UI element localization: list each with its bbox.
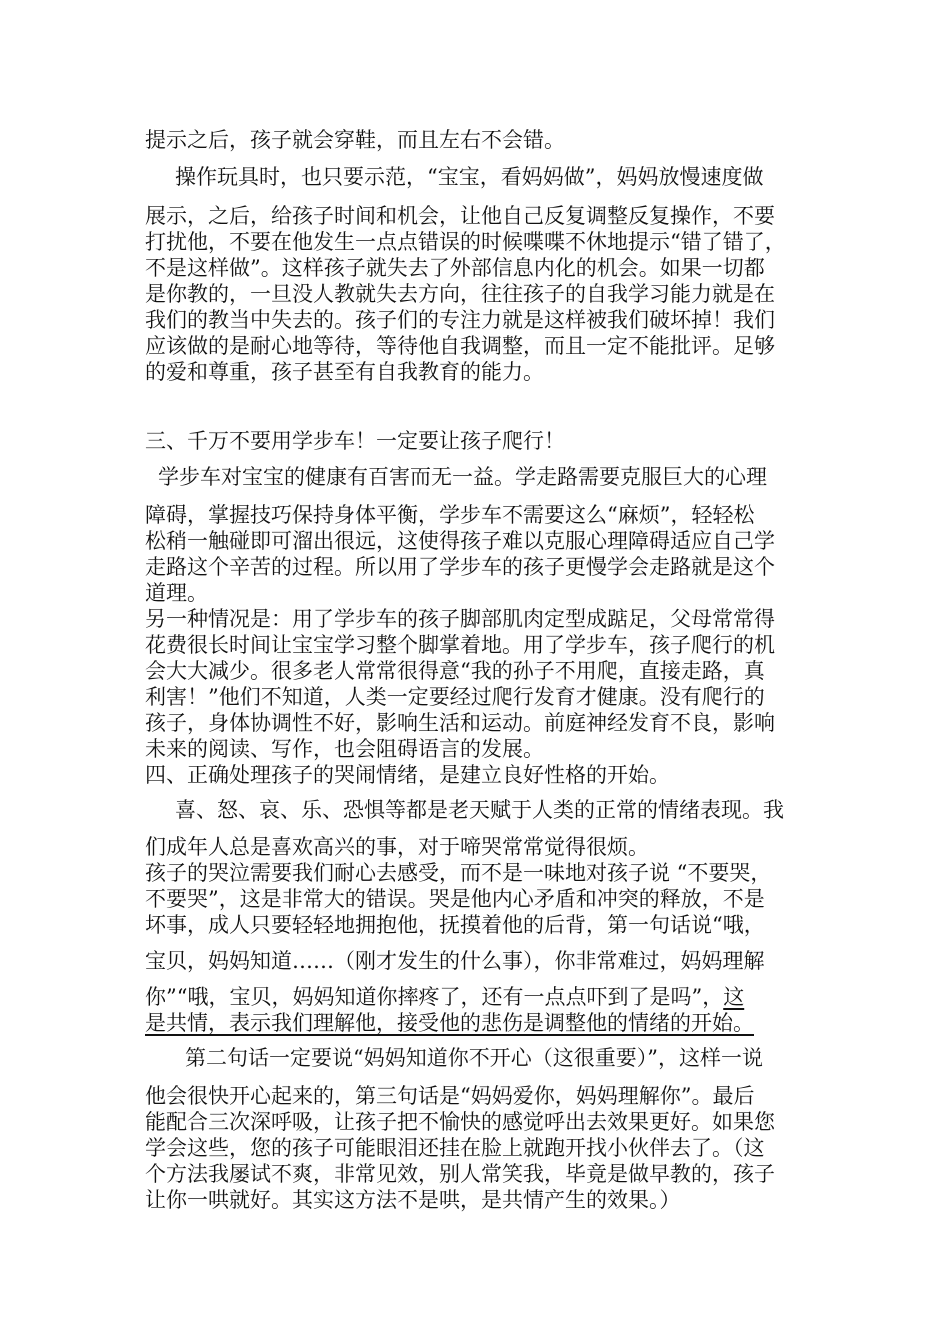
text-line: 松稍一触碰即可溜出很远，这使得孩子难以克服心理障碍适应自己学 [145,529,775,553]
text-line: 障碍，掌握技巧保持身体平衡，学步车不需要这么“麻烦”，轻轻松 [145,503,755,527]
text-line: 第二句话一定要说“妈妈知道你不开心（这很重要）”，这样一说 [185,1046,763,1070]
text-line: 他会很快开心起来的，第三句话是“妈妈爱你，妈妈理解你”。最后 [145,1084,755,1108]
text-line: 未来的阅读、写作，也会阻碍语言的发展。 [145,737,544,761]
text-line: 孩子的哭泣需要我们耐心去感受，而不是一味地对孩子说 “不要哭， [145,861,772,885]
text-line: 走路这个辛苦的过程。所以用了学步车的孩子更慢学会走路就是这个 [145,555,775,579]
underlined-text: 这 [723,985,745,1009]
text-line: 们成年人总是喜欢高兴的事，对于啼哭常常觉得很烦。 [145,835,649,859]
text-line: 宝贝，妈妈知道……（刚才发生的什么事），你非常难过，妈妈理解 [145,949,765,973]
text-line: 展示，之后，给孩子时间和机会，让他自己反复调整反复操作，不要 [145,204,775,228]
text-line: 会大大减少。很多老人常常很得意“我的孙子不用爬，直接走路，真 [145,659,765,683]
text-line: 学步车对宝宝的健康有百害而无一益。学走路需要克服巨大的心理 [158,465,767,489]
text-line: 利害！”他们不知道，人类一定要经过爬行发育才健康。没有爬行的 [145,685,765,709]
text-line: 喜、怒、哀、乐、恐惧等都是老天赋于人类的正常的情绪表现。我 [175,798,784,822]
text-line: 打扰他，不要在他发生一点点错误的时候喋喋不休地提示“错了错了， [145,230,786,254]
text-line: 孩子，身体协调性不好，影响生活和运动。前庭神经发育不良，影响 [145,711,775,735]
text-line: 提示之后，孩子就会穿鞋，而且左右不会错。 [145,128,565,152]
section-heading: 四、正确处理孩子的哭闹情绪，是建立良好性格的开始。 [145,763,670,787]
text-line: 能配合三次深呼吸，让孩子把不愉快的感觉呼出去效果更好。如果您 [145,1110,775,1134]
text-line: 学会这些，您的孩子可能眼泪还挂在脸上就跑开找小伙伴去了。（这 [145,1136,765,1160]
text-line: 让你一哄就好。其实这方法不是哄，是共情产生的效果。） [145,1188,681,1212]
text-line: 另一种情况是：用了学步车的孩子脚部肌肉定型成踮足，父母常常得 [145,607,775,631]
section-heading: 三、千万不要用学步车！一定要让孩子爬行！ [145,429,565,453]
text-line: 不要哭”，这是非常大的错误。哭是他内心矛盾和冲突的释放，不是 [145,887,765,911]
text-line: 不是这样做”。这样孩子就失去了外部信息内化的机会。如果一切都 [145,256,765,280]
text-line: 我们的教当中失去的。孩子们的专注力就是这样被我们破坏掉！我们 [145,308,775,332]
text-line: 的爱和尊重，孩子甚至有自我教育的能力。 [145,360,544,384]
text-line: 是你教的，一旦没人教就失去方向，往往孩子的自我学习能力就是在 [145,282,775,306]
text-line: 个方法我屡试不爽，非常见效，别人常笑我，毕竟是做早教的，孩子 [145,1162,775,1186]
text-line: 花费很长时间让宝宝学习整个脚掌着地。用了学步车，孩子爬行的机 [145,633,775,657]
text-line: 应该做的是耐心地等待，等待他自我调整，而且一定不能批评。足够 [145,334,775,358]
text-line: 坏事，成人只要轻轻地拥抱他，抚摸着他的后背，第一句话说“哦， [145,913,765,937]
text-line: 操作玩具时，也只要示范，“宝宝，看妈妈做”，妈妈放慢速度做 [175,165,764,189]
underlined-text: 是共情，表示我们理解他，接受他的悲伤是调整他的情绪的开始。 [145,1011,754,1035]
text-line: 道理。 [145,581,208,605]
text-line [145,984,744,1010]
text-segment: 你”“哦，宝贝，妈妈知道你摔疼了，还有一点点吓到了是吗”， [145,985,724,1009]
